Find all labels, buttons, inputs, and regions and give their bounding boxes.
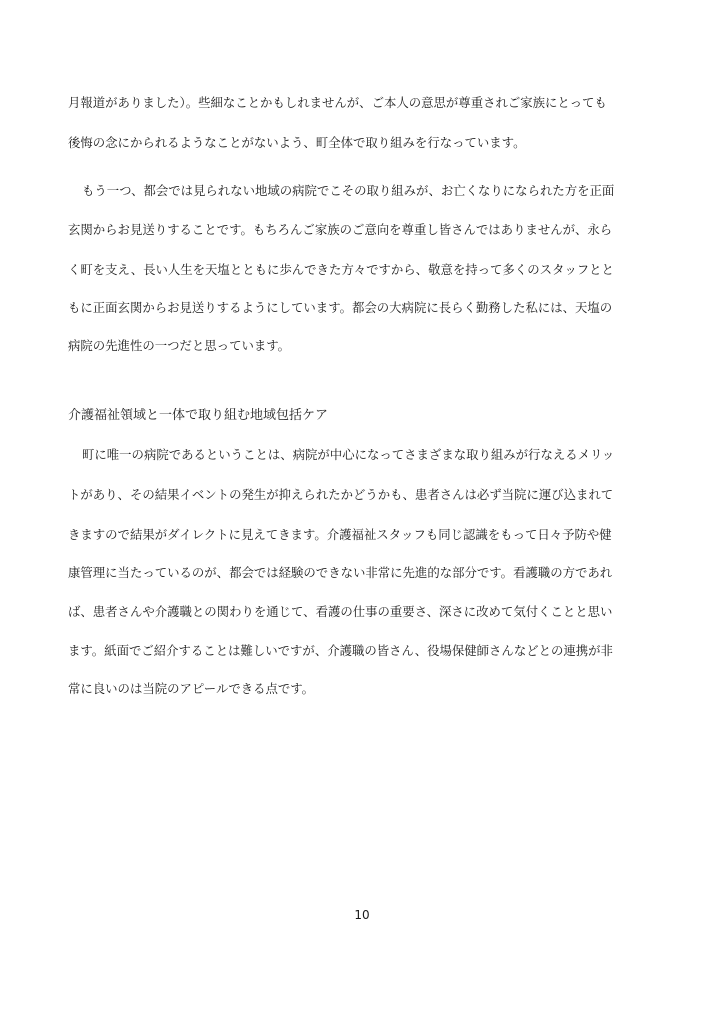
section-line-1: 町に唯一の病院であるということは、病院が中心になってさまざまな取り組みが行なえるメリッ xyxy=(82,447,615,462)
section-line-4: 康管理に当たっているのが、都会では経験のできない非常に先進的な部分です。看護職の方であれ xyxy=(68,565,613,580)
section-line-5: ば、患者さんや介護職との関わりを通じて、看護の仕事の重要さ、深さに改めて気付くことと思い xyxy=(68,604,613,619)
paragraph-2-line-2: 玄関からお見送りすることです。もちろんご家族のご意向を尊重し皆さんではありませんが、永ら xyxy=(68,222,613,237)
paragraph-2-line-1: もう一つ、都会では見られない地域の病院でこその取り組みが、お亡くなりになられた方を正面 xyxy=(82,183,615,198)
paragraph-1-line-1: 月報道がありました）。些細なことかもしれませんが、ご本人の意思が尊重されご家族にとっても xyxy=(68,95,607,110)
paragraph-2-line-3: く町を支え、長い人生を天塩とともに歩んできた方々ですから、敬意を持って多くのスタッフとと xyxy=(68,262,614,277)
section-line-7: 常に良いのは当院のアピールできる点です。 xyxy=(68,681,315,696)
section-line-3: きますので結果がダイレクトに見えてきます。介護福祉スタッフも同じ認識をもって日々予防や健 xyxy=(68,527,612,542)
paragraph-2-line-5: 病院の先進性の一つだと思っています。 xyxy=(68,338,291,353)
paragraph-1-line-2: 後悔の念にかられるようなことがないよう、町全体で取り組みを行なっています。 xyxy=(68,135,526,150)
section-heading: 介護福祉領域と一体で取り組む地域包括ケア xyxy=(68,408,329,423)
section-line-6: ます。紙面でご紹介することは難しいですが、介護職の皆さん、役場保健師さんなどとの連携が非 xyxy=(68,643,613,658)
page-number: 10 xyxy=(354,908,370,922)
paragraph-2-line-4: もに正面玄関からお見送りするようにしています。都会の大病院に長らく勤務した私には、天塩の xyxy=(68,300,613,315)
section-line-2: トがあり、その結果イベントの発生が抑えられたかどうかも、患者さんは必ず当院に運び込まれて xyxy=(68,487,614,502)
